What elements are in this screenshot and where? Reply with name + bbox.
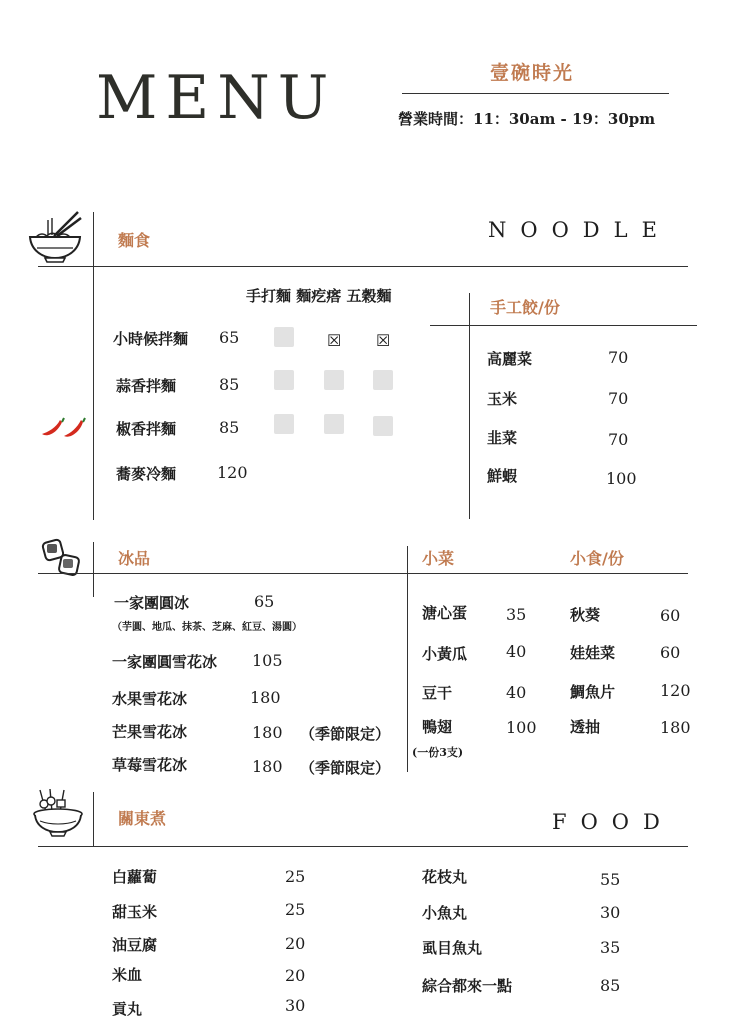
oden-item-name: 虱目魚丸: [422, 939, 483, 957]
oden-header-line: [38, 846, 688, 847]
ice-item-note: （季節限定）: [300, 759, 391, 777]
oden-item-price: 30: [285, 996, 306, 1015]
oden-item-name: 綜合都來一點: [422, 977, 513, 995]
snack-item-name: 鯛魚片: [570, 683, 616, 701]
ice-item-name: 一家團圓雪花冰: [112, 653, 218, 671]
noodle-item-name: 蕎麥冷麵: [116, 465, 177, 483]
dumpling-item-name: 韭菜: [487, 429, 518, 447]
noodle-bowl-icon: [28, 208, 82, 264]
ice-item-price: 105: [252, 651, 283, 670]
snacks-category: 小食/份: [570, 549, 624, 568]
ice-item-price: 180: [252, 723, 283, 742]
snack-item-price: 120: [660, 681, 691, 700]
chili-pepper-icon: [40, 416, 86, 440]
side-item-note: (一份3支): [412, 746, 464, 759]
oden-bowl-icon: [30, 788, 86, 838]
ice-item-name: 一家團圓冰: [114, 594, 190, 612]
side-item-name: 鴨翅: [422, 718, 453, 736]
noodle-item-name: 蒜香拌麵: [116, 377, 177, 395]
noodle-types: 手打麵 麵疙瘩 五穀麵: [246, 287, 392, 305]
noodle-section-vline: [93, 212, 94, 520]
snack-item-price: 180: [660, 718, 691, 737]
dumpling-category: 手工餃/份: [490, 298, 560, 317]
ice-divider-vline: [407, 546, 408, 772]
noodle-item-price: 120: [217, 463, 248, 482]
page-title: MENU: [96, 63, 337, 133]
noodle-item-price: 85: [219, 375, 240, 394]
snack-item-name: 娃娃菜: [570, 644, 616, 662]
oden-category: 關東煮: [118, 809, 167, 828]
dumpling-header-line: [430, 325, 697, 326]
option-box: [373, 416, 393, 436]
oden-item-name: 米血: [112, 966, 143, 984]
oden-english: FOOD: [552, 810, 674, 834]
dumpling-item-price: 100: [606, 469, 637, 488]
header-divider: [402, 93, 669, 94]
option-box-crossed: ☒: [327, 331, 342, 350]
side-item-price: 35: [506, 605, 527, 624]
oden-item-price: 35: [600, 938, 621, 957]
dumpling-item-price: 70: [608, 389, 629, 408]
dumpling-item-name: 玉米: [487, 390, 518, 408]
oden-item-price: 85: [600, 976, 621, 995]
oden-item-name: 花枝丸: [422, 868, 468, 886]
noodle-item-name: 椒香拌麵: [116, 420, 177, 438]
side-item-name: 豆干: [422, 684, 453, 702]
noodle-category: 麵食: [118, 231, 151, 250]
oden-item-name: 貢丸: [112, 1000, 143, 1018]
option-box: [274, 327, 294, 347]
ice-item-name: 水果雪花冰: [112, 690, 188, 708]
oden-item-price: 20: [285, 934, 306, 953]
dumpling-item-price: 70: [608, 430, 629, 449]
snack-item-name: 秋葵: [570, 606, 601, 624]
dumpling-vline: [469, 293, 470, 519]
ice-category: 冰品: [118, 549, 151, 568]
ice-item-price: 180: [252, 757, 283, 776]
option-box: [324, 370, 344, 390]
side-item-price: 40: [506, 642, 527, 661]
option-box: [274, 370, 294, 390]
oden-item-price: 20: [285, 966, 306, 985]
ice-item-note: （季節限定）: [300, 725, 391, 743]
oden-item-price: 55: [600, 870, 621, 889]
oden-item-name: 甜玉米: [112, 903, 158, 921]
shop-name: 壹碗時光: [490, 62, 575, 84]
noodle-item-price: 65: [219, 328, 240, 347]
ice-item-name: 草莓雪花冰: [112, 756, 188, 774]
dumpling-item-name: 鮮蝦: [487, 467, 518, 485]
side-item-price: 100: [506, 718, 537, 737]
snack-item-price: 60: [660, 643, 681, 662]
oden-item-price: 25: [285, 867, 306, 886]
oden-item-price: 30: [600, 903, 621, 922]
oden-item-name: 油豆腐: [112, 936, 158, 954]
noodle-header-line: [38, 266, 688, 267]
oden-item-name: 小魚丸: [422, 904, 468, 922]
noodle-english: NOODLE: [488, 218, 671, 242]
ice-section-vline: [93, 542, 94, 597]
dumpling-item-name: 高麗菜: [487, 350, 533, 368]
option-box: [373, 370, 393, 390]
ice-cubes-icon: [40, 538, 86, 578]
ice-item-name: 芒果雪花冰: [112, 723, 188, 741]
oden-item-name: 白蘿蔔: [112, 868, 158, 886]
snack-item-name: 透抽: [570, 718, 601, 736]
sides-category: 小菜: [422, 549, 455, 568]
ice-item-price: 180: [250, 688, 281, 707]
ice-item-subtext: （芋圓、地瓜、抹茶、芝麻、紅豆、湯圓）: [112, 622, 302, 633]
option-box: [324, 414, 344, 434]
side-item-price: 40: [506, 683, 527, 702]
noodle-item-name: 小時候拌麵: [113, 330, 189, 348]
side-item-name: 小黃瓜: [422, 645, 468, 663]
business-hours: 營業時間：11：30am - 19：30pm: [398, 110, 656, 128]
ice-item-price: 65: [254, 592, 275, 611]
snack-item-price: 60: [660, 606, 681, 625]
dumpling-item-price: 70: [608, 348, 629, 367]
option-box-crossed: ☒: [376, 331, 391, 350]
noodle-item-price: 85: [219, 418, 240, 437]
ice-header-line: [38, 573, 688, 574]
side-item-name: 溏心蛋: [422, 604, 468, 622]
oden-section-vline: [93, 792, 94, 847]
oden-item-price: 25: [285, 900, 306, 919]
option-box: [274, 414, 294, 434]
